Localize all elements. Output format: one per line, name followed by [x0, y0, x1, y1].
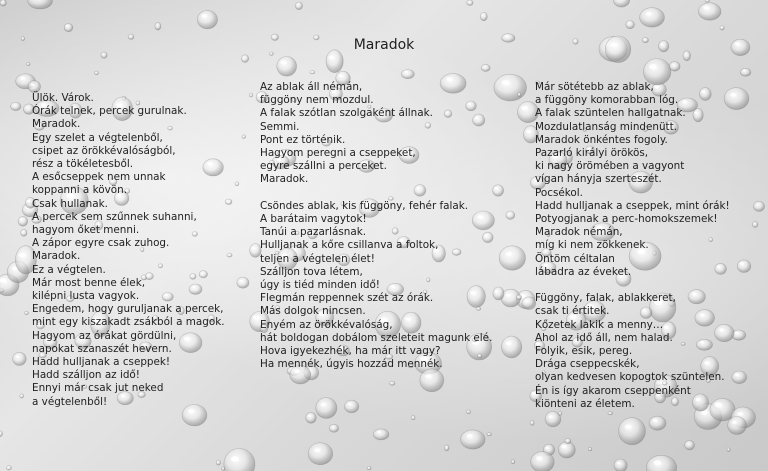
raindrop-highlight: [549, 415, 553, 418]
poem-line: Már sötétebb az ablak,: [535, 81, 654, 93]
poem-line: kilépni lusta vagyok.: [32, 290, 140, 303]
raindrop-highlight: [646, 12, 652, 16]
raindrop-highlight: [467, 434, 473, 438]
raindrop: [216, 460, 220, 465]
poem-line: napokat szanaszét hevern.: [32, 342, 172, 355]
raindrop-highlight: [495, 290, 498, 292]
raindrop-highlight: [308, 415, 311, 417]
raindrop-highlight: [27, 200, 30, 202]
poem-line: Hagyom peregni a cseppeket,: [260, 147, 416, 160]
poem-line: kiönteni az életem.: [535, 397, 635, 410]
raindrop: [11, 102, 21, 110]
poem-line: Öntöm céltalan: [535, 252, 615, 265]
page-title: Maradok: [353, 37, 415, 53]
raindrop: [411, 416, 415, 420]
poem-line: Függöny, falak, ablakkeret,: [535, 292, 676, 305]
raindrop: [613, 0, 629, 7]
raindrop-highlight: [328, 56, 334, 60]
raindrop: [640, 8, 665, 27]
raindrop-highlight: [654, 460, 662, 465]
raindrop: [487, 433, 492, 436]
poem-line: ki nagy örömében a vagyont: [535, 160, 685, 173]
raindrop-highlight: [505, 341, 511, 345]
poem-line: Flegmán reppennek szét az órák.: [260, 292, 434, 305]
raindrop: [467, 410, 471, 414]
raindrop: [241, 55, 248, 63]
poem-line: Hova igyekezhék, ha már itt vagy?: [260, 345, 441, 358]
poem-line: A falak szótlan szolgaként állnak.: [260, 107, 433, 120]
raindrop-highlight: [561, 445, 566, 448]
raindrop-highlight: [735, 332, 739, 334]
raindrop: [754, 201, 765, 211]
raindrop-highlight: [404, 71, 407, 73]
raindrop: [501, 336, 521, 358]
poem-line: Maradok.: [32, 250, 81, 263]
raindrop: [227, 253, 232, 257]
poem-line: Ülök. Várok.: [32, 92, 94, 104]
poem-line: Ennyi már csak jut neked: [32, 382, 164, 395]
raindrop-highlight: [20, 218, 23, 220]
poem-line: Pont ez történik.: [260, 133, 346, 146]
poem-line: Egy szelet a végtelenből,: [32, 131, 163, 144]
raindrop: [249, 93, 252, 97]
poem-line: míg ki nem zökkenek.: [535, 239, 649, 252]
raindrop: [480, 12, 487, 21]
raindrop: [316, 398, 337, 419]
poem-line: mint egy kiszakadt zsákból a magok.: [32, 316, 225, 329]
raindrop: [467, 0, 473, 5]
raindrop-highlight: [732, 421, 737, 424]
poem-line: Maradok önkéntes fogoly.: [535, 133, 668, 146]
raindrop: [646, 455, 676, 471]
poem-line: hát boldogan dobálom szeleteit magunk elé.: [260, 331, 493, 344]
raindrop: [752, 222, 758, 228]
raindrop: [237, 277, 249, 288]
raindrop: [493, 185, 504, 196]
raindrop: [732, 371, 747, 384]
raindrop-highlight: [321, 403, 326, 407]
raindrop: [0, 431, 3, 437]
raindrop-highlight: [18, 253, 25, 258]
raindrop: [64, 23, 73, 31]
raindrop: [28, 81, 40, 93]
poem-line: Csöndes ablak, kis függöny, fehér falak.: [260, 199, 469, 212]
raindrop: [310, 71, 315, 74]
raindrop-highlight: [526, 130, 531, 133]
raindrop: [740, 68, 751, 76]
raindrop: [329, 424, 338, 432]
poem-line: Ahol az idő áll, nem halad.: [535, 331, 673, 344]
raindrop-highlight: [525, 300, 528, 302]
raindrop-highlight: [31, 84, 34, 86]
poem-line: csak ti értitek.: [535, 305, 610, 318]
raindrop: [306, 412, 317, 423]
raindrop: [481, 64, 490, 71]
raindrop: [626, 21, 635, 29]
poem-line: Enyém az örökkévalóság,: [260, 318, 393, 331]
raindrop: [619, 418, 646, 445]
raindrop: [506, 211, 515, 219]
poem-line: teljen a végtelen élet!: [260, 252, 375, 265]
raindrop: [373, 429, 389, 440]
raindrop: [461, 430, 486, 449]
raindrop: [344, 400, 358, 413]
raindrop-highlight: [339, 74, 343, 77]
poem-line: Órák telnek, percek gurulnak.: [32, 105, 187, 118]
raindrop: [242, 135, 246, 139]
raindrop: [518, 93, 521, 97]
raindrop: [728, 417, 747, 435]
raindrop: [698, 3, 721, 20]
raindrop: [720, 26, 724, 31]
poem-line: Engedem, hogy guruljanak a percek,: [32, 303, 224, 316]
raindrop: [588, 448, 592, 451]
poem-line: A esőcseppek nem unnak: [32, 171, 166, 184]
poem-line: egyre szállni a perceket.: [260, 160, 387, 173]
raindrop-highlight: [494, 187, 498, 189]
raindrop-highlight: [16, 356, 19, 358]
poem-line: függöny nem mozdul.: [260, 94, 374, 107]
raindrop-highlight: [66, 25, 69, 27]
poem-line: rész a tökéletesből.: [32, 158, 134, 171]
raindrop-highlight: [314, 448, 320, 452]
poem-line: lábadra az éveket.: [535, 265, 632, 278]
raindrop: [18, 216, 28, 226]
raindrop-highlight: [703, 6, 709, 10]
raindrop: [0, 0, 6, 6]
poem-column-2: [260, 81, 492, 371]
raindrop: [565, 438, 571, 443]
raindrop: [21, 229, 27, 236]
raindrop-highlight: [253, 315, 260, 319]
raindrop: [669, 62, 680, 72]
raindrop-highlight: [625, 425, 632, 430]
poem-column-3: [535, 81, 730, 411]
poem-line: Potyogjanak a perc-homokszemek!: [535, 213, 718, 226]
poem-line: Hadd hulljanak a cseppek, mint órák!: [535, 199, 730, 212]
poem-line: koppanni a kövön.: [32, 184, 127, 197]
raindrop: [494, 74, 527, 101]
raindrop: [295, 2, 302, 10]
raindrop: [516, 295, 521, 300]
stanza-gap: [260, 187, 492, 200]
poem-line: Én is így akarom cseppenként: [535, 384, 691, 397]
poem-line: Hulljanak a kőre csillanva a foltok,: [260, 239, 439, 252]
poem-line: Pazarló királyi örökös,: [535, 147, 649, 160]
poem-line: Az ablak áll némán,: [260, 81, 363, 93]
raindrop-highlight: [536, 456, 542, 460]
poem-line: Ez a végtelen.: [32, 263, 106, 276]
raindrop: [401, 70, 414, 79]
raindrop: [493, 287, 504, 300]
raindrop-highlight: [280, 60, 286, 64]
raindrop: [685, 440, 695, 450]
raindrop-highlight: [737, 412, 743, 416]
poem-line: a végtelenből!: [32, 395, 108, 408]
poem-line: úgy is tiéd minden idő!: [260, 279, 380, 292]
poem-line: A barátaim vagytok!: [260, 213, 367, 226]
poem-line: vígan hányja szerteszét.: [535, 173, 662, 186]
poem-line: Ha mennék, úgyis hozzád mennék.: [260, 358, 443, 371]
raindrop: [511, 460, 515, 464]
raindrop: [727, 448, 730, 451]
poem-column-1: [32, 92, 225, 409]
raindrop: [390, 381, 395, 385]
raindrop-highlight: [743, 70, 746, 72]
raindrop: [225, 199, 232, 204]
raindrop: [558, 442, 575, 458]
raindrop: [222, 467, 225, 470]
poem-line: Drága cseppecskék,: [535, 358, 640, 371]
raindrop-highlight: [188, 409, 194, 413]
poem-line: Már most benne élek,: [32, 276, 146, 289]
raindrop: [444, 445, 449, 451]
poem-line: Tanúi a pazarlásnak.: [260, 226, 367, 239]
poem-line: Hadd hulljanak a cseppek!: [32, 356, 171, 369]
raindrop: [367, 466, 371, 470]
raindrop-highlight: [506, 294, 511, 297]
raindrop-highlight: [377, 431, 381, 433]
raindrop: [224, 449, 255, 471]
raindrop: [420, 369, 444, 392]
poem-line: Folyik, esik, pereg.: [535, 345, 633, 358]
raindrop: [545, 411, 561, 426]
poem-line: Hadd szálljon az idő!: [32, 369, 140, 382]
raindrop-highlight: [521, 106, 528, 110]
raindrop-highlight: [425, 374, 431, 378]
poem-line: Mozdulatlanság mindenütt.: [535, 120, 678, 133]
raindrop: [155, 22, 161, 30]
poem-line: a függöny komorabban lóg.: [535, 94, 679, 107]
raindrop-highlight: [617, 462, 621, 464]
raindrop: [737, 260, 751, 273]
raindrop: [27, 62, 30, 65]
raindrop: [614, 459, 627, 471]
raindrop: [24, 311, 28, 314]
poem-line: Szálljon tova létem,: [260, 265, 363, 278]
raindrop: [522, 297, 536, 310]
raindrop: [531, 452, 555, 471]
poem-line: A zápor egyre csak zuhog.: [32, 237, 170, 250]
raindrop: [6, 466, 11, 470]
raindrop-highlight: [730, 93, 736, 97]
raindrop: [308, 443, 333, 465]
raindrop-highlight: [735, 373, 739, 376]
raindrop-highlight: [653, 419, 658, 422]
raindrop-highlight: [649, 64, 657, 69]
raindrop: [705, 0, 709, 2]
poem-line: Maradok.: [260, 173, 309, 186]
poem-line: Pocsékol.: [535, 186, 583, 199]
poem-line: hagyom őket menni.: [32, 224, 140, 237]
poem-line: Maradok.: [32, 118, 81, 131]
raindrop-highlight: [546, 447, 549, 449]
poem-line: Kőzetek lakik a menny…: [535, 318, 664, 331]
raindrop: [326, 50, 343, 73]
raindrop-highlight: [240, 280, 243, 282]
raindrop: [13, 352, 27, 365]
raindrop-highlight: [201, 14, 207, 18]
raindrop-highlight: [506, 252, 512, 256]
stanza-gap: [535, 279, 730, 292]
raindrop-highlight: [20, 77, 25, 80]
raindrop: [277, 57, 297, 77]
raindrop: [28, 0, 53, 9]
poem-line: Semmi.: [260, 120, 300, 133]
poem-line: Más dolgok nincsen.: [260, 305, 366, 318]
poem-line: olyan kedvesen kopogtok szüntelen.: [535, 371, 725, 384]
raindrop: [95, 71, 99, 75]
raindrop: [530, 420, 534, 425]
poem-line: csipet az örökkévalóságból,: [32, 144, 176, 157]
poem-line: Csak hullanak.: [32, 197, 108, 210]
poem-line: A percek sem szűnnek suhanni,: [32, 210, 197, 223]
raindrop-highlight: [348, 403, 352, 405]
poem-line: Hagyom az órákat gördülni,: [32, 329, 177, 342]
raindrop-highlight: [502, 80, 510, 85]
raindrop-highlight: [740, 262, 744, 265]
raindrop-highlight: [231, 456, 239, 461]
poem-line: A falak szüntelen hallgatnak.: [535, 107, 686, 120]
raindrop: [649, 416, 666, 430]
poem-line: Maradok némán,: [535, 226, 623, 239]
raindrop: [608, 412, 613, 415]
raindrop: [235, 182, 239, 186]
raindrop: [499, 246, 525, 270]
raindrop: [20, 394, 24, 398]
raindrop: [197, 10, 217, 28]
raindrop-highlight: [252, 247, 256, 249]
